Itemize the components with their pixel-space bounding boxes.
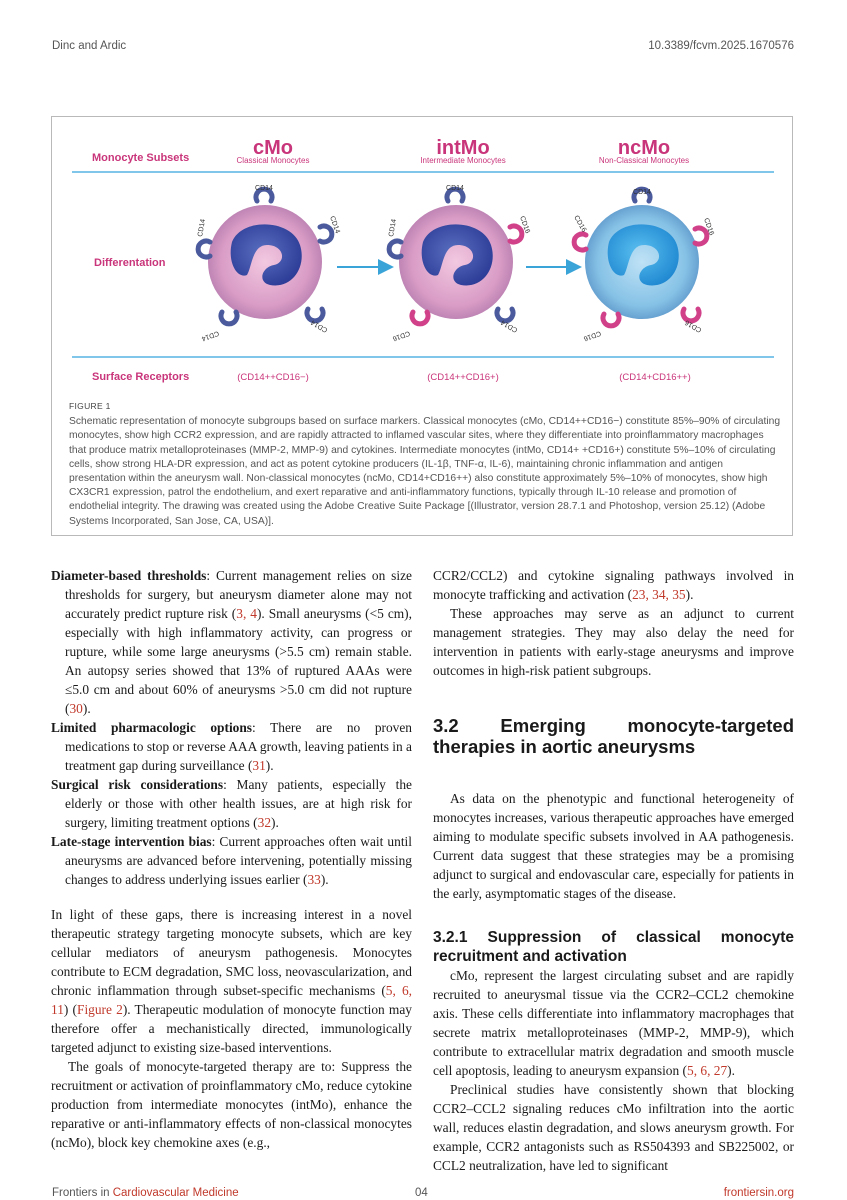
definition-term: Diameter-based thresholds <box>51 568 207 583</box>
cd14-label: CD14 <box>197 218 208 238</box>
definition-item: Limited pharmacologic options: There are no proven medications to stop or reverse AAA growth, leaving patients in a treatment gap during surveillance (31). <box>51 720 412 773</box>
footer-site-link[interactable]: frontiersin.org <box>723 1187 794 1199</box>
subsection-heading: 3.2.1 Suppression of classical monocyte recruitment and activation <box>433 929 794 965</box>
row-label-receptors: Surface Receptors <box>92 371 190 383</box>
body-paragraph: cMo, represent the largest circulating subset and are rapidly recruited to aneurysmal tissue via the CCR2–CCL2 chemokine axis. These cells differentiate into inflammatory macrophages that secrete matrix metalloproteinases (MMP-2, MMP-9), which contribute to extracellular matrix degradation and smooth muscle cell apoptosis, leading to aneurysm expansion (5, 6, 27). <box>433 968 794 1078</box>
left-column <box>51 566 412 1152</box>
body-paragraph: The goals of monocyte-targeted therapy are to: Suppress the recruitment or activation of proinflammatory cMo, reduce cytokine production from intermediate monocytes (intMo), enhance the reparative or anti-inflammatory effects of non-classical monocytes (ncMo), block key chemokine axes (e.g., <box>51 1059 412 1150</box>
ncmo-receptors: (CD14+CD16++) <box>619 372 691 383</box>
cd14-label: CD14 <box>499 318 519 334</box>
intermediate-monocyte-cell <box>399 205 513 319</box>
cd14-label: CD14 <box>309 318 329 334</box>
cd14-label: CD14 <box>446 185 464 192</box>
right-column <box>433 566 794 1175</box>
intmo-subtitle: Intermediate Monocytes <box>420 156 506 165</box>
definition-item: Surgical risk considerations: Many patients, especially the elderly or those with other health issues, are at high risk for surgery, limiting treatment options (32). <box>51 777 412 830</box>
figure-label: FIGURE 1 <box>69 401 111 411</box>
definition-item: Diameter-based thresholds: Current management relies on size thresholds for surgery, but aneurysm diameter alone may not accurately predict rupture risk (3, 4). Small aneurysms (<5 cm), especially with high inflammatory activity, can progress or rupture, while some large aneurysms (>5.5 cm) remain stable. An autopsy series showed that 13% of ruptured AAAs were ≤5.0 cm and about 60% of aneurysms >5.0 cm did not rupture (30). <box>51 568 412 716</box>
citation-link[interactable]: 32 <box>257 815 272 830</box>
classical-monocyte-cell <box>208 205 322 319</box>
cmo-subtitle: Classical Monocytes <box>236 156 310 165</box>
citation-link[interactable]: 5, 6, 11 <box>51 983 413 1017</box>
running-header-doi[interactable]: 10.3389/fcvm.2025.1670576 <box>648 40 794 52</box>
row-label-differentiation: Differentation <box>94 257 166 269</box>
intmo-title: intMo <box>436 137 490 159</box>
ncmo-subtitle: Non-Classical Monocytes <box>598 156 690 165</box>
cd14-label: CD14 <box>388 218 399 238</box>
figure-caption <box>69 399 781 529</box>
citation-link[interactable]: 5, 6, 27 <box>687 1063 728 1078</box>
body-paragraph: CCR2/CCL2) and cytokine signaling pathways involved in monocyte trafficking and activation (23, 34, 35). <box>433 568 794 602</box>
body-paragraph: These approaches may serve as an adjunct to current management strategies. They may also delay the need for intervention in patients with early-stage aneurysms and improve outcomes in high-risk patient subgroups. <box>433 606 794 678</box>
cmo-title: cMo <box>253 137 293 159</box>
citation-link[interactable]: 23, 34, 35 <box>632 587 686 602</box>
row-label-subsets: Monocyte Subsets <box>92 152 190 164</box>
definition-item: Late-stage intervention bias: Current approaches often wait until aneurysms are advanced before intervening, potentially missing changes to address underlying issues earlier (33). <box>51 834 412 887</box>
running-header-authors: Dinc and Ardic <box>52 40 127 52</box>
section-heading: 3.2 Emerging monocyte-targeted therapies in aortic aneurysms <box>433 715 794 757</box>
cd14-label: CD14 <box>328 215 341 235</box>
footer-journal[interactable]: Frontiers in Cardiovascular Medicine <box>52 1187 239 1199</box>
citation-link[interactable]: 3, 4 <box>236 606 257 621</box>
body-paragraph: Preclinical studies have consistently shown that blocking CCR2–CCL2 signaling reduces cMo infiltration into the aortic wall, reduces elastin degradation, and slows aneurysm growth. For example, CCR2 antagonists such as RS504393 and SB225002, or CCL2 neutralization, have led to significant <box>433 1082 794 1173</box>
cd14-label: CD14 <box>200 329 220 342</box>
definition-term: Limited pharmacologic options <box>51 720 253 735</box>
figure-caption-text: Schematic representation of monocyte subgroups based on surface markers. Classical monocytes (cMo, CD14++CD16−) constitute 85%–90% of circulating monocytes, show high CCR2 expression, and are rapidly attracted to inflamed vascular sites, where they differentiate into proinflammatory macrophages that produce matrix metalloproteinases (MMP-2, MMP-9) and cytokines. Intermediate monocytes (intMo, CD14+ +CD16+) constitute 5%–10% of circulating cells, show strong HLA-DR expression, and act as potent cytokine producers (IL-1β, TNF-α, IL-6), maintaining chronic inflammation and antigen presentation within the aneurysm wall. Non-classical monocytes (ncMo, CD14+CD16++) also constitute approximately 5%–10% of monocytes, show high CX3CR1 expression, patrol the endothelium, and exert reparative and anti-inflammatory functions, typically through IL-10 release and promotion of endothelial integrity. The drawing was created using the Adobe Creative Suite Package [(Illustrator, version 28.7.1 and Photoshop, version 25.12) (Adobe Systems Incorporated, San Jose, CA, USA)]. <box>69 416 781 527</box>
non-classical-monocyte-cell <box>585 205 699 319</box>
ncmo-title: ncMo <box>617 137 671 159</box>
cd16-label: CD16 <box>702 217 715 237</box>
cd16-label: CD16 <box>683 318 703 334</box>
cd14-label: CD14 <box>255 185 273 192</box>
cd16-label: CD16 <box>518 215 531 235</box>
cd16-label: CD16 <box>582 329 602 342</box>
cd16-label: CD16 <box>391 329 411 342</box>
definition-term: Surgical risk considerations <box>51 777 224 792</box>
citation-link[interactable]: 31 <box>252 758 266 773</box>
cd16-label: CD16 <box>572 214 588 234</box>
body-paragraph: As data on the phenotypic and functional heterogeneity of monocytes increases, various therapeutic approaches have emerged aiming to modulate specific subsets involved in AA pathogenesis. Current data suggest that these strategies may be a promising adjunct to surgical and endovascular care, especially for patients in the early, asymptomatic stages of the disease. <box>433 791 794 901</box>
intmo-receptors: (CD14++CD16+) <box>427 372 499 383</box>
citation-link[interactable]: 30 <box>69 701 83 716</box>
page-number: 04 <box>415 1187 428 1199</box>
figure-1 <box>51 116 793 536</box>
cd14-label: CD14 <box>633 189 651 196</box>
citation-link[interactable]: 33 <box>307 872 321 887</box>
body-paragraph: In light of these gaps, there is increasing interest in a novel therapeutic strategy targeting monocyte subsets, which are key cellular mediators of aneurysm pathogenesis. Monocytes contribute to ECM degradation, SMC loss, neovascularization, and chronic inflammation through subset-specific mechanisms (5, 6, 11) (Figure 2). Therapeutic modulation of monocyte function may therefore offer a mechanistically directed, immunologically targeted adjunct to existing size-based interventions. <box>51 907 413 1055</box>
cmo-receptors: (CD14++CD16−) <box>237 372 309 383</box>
figure-link[interactable]: Figure 2 <box>77 1002 123 1017</box>
definition-term: Late-stage intervention bias <box>51 834 212 849</box>
